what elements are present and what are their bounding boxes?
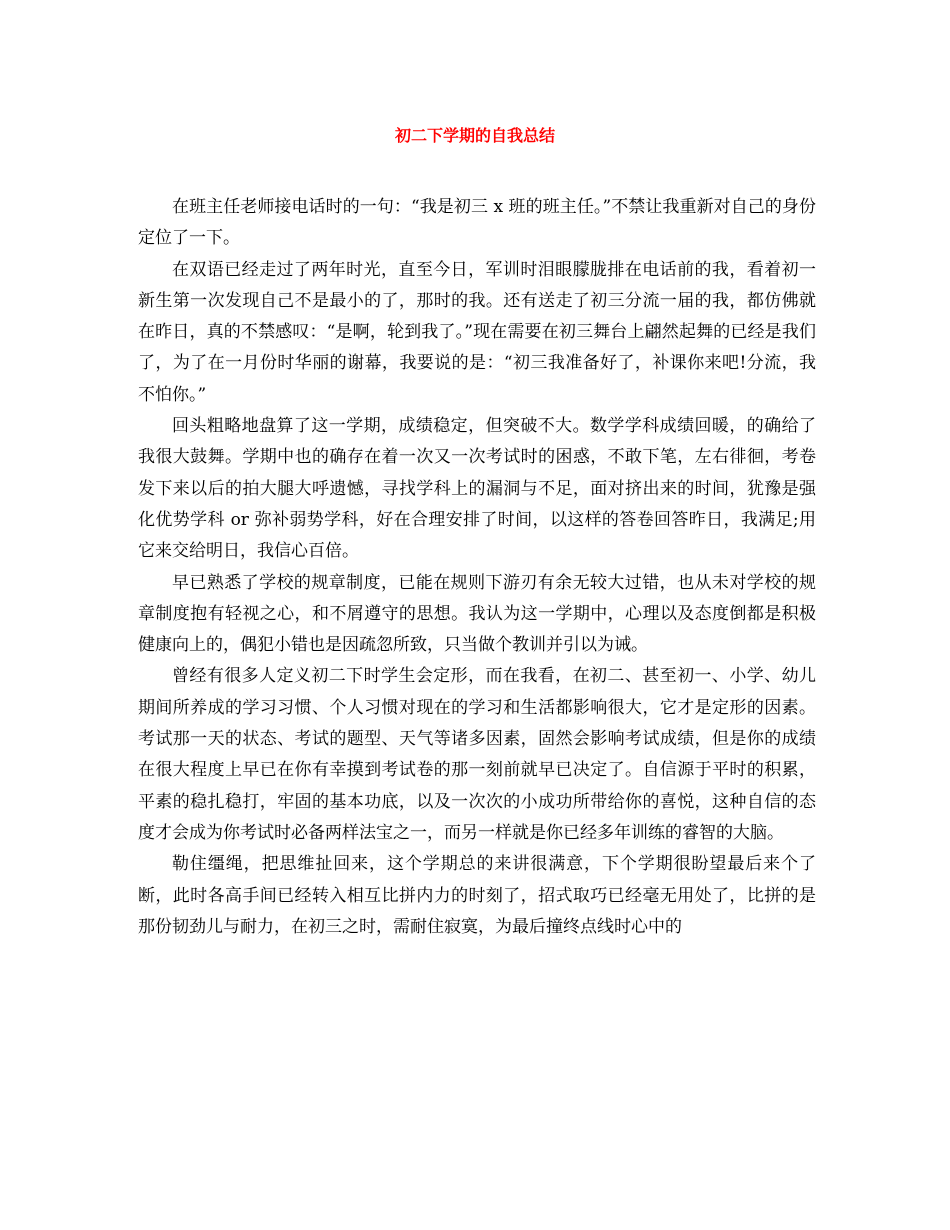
paragraph-3: 回头粗略地盘算了这一学期，成绩稳定，但突破不大。数学学科成绩回暖，的确给了我很大鼓舞。学期中也的确存在着一次又一次考试时的困惑，不敢下笔，左右徘徊，考卷发下来以后的拍大腿大呼遗憾，寻找学科上的漏洞与不足，面对挤出来的时间，犹豫是强化优势学科 or 弥补弱势学科，好在合理安排了时间，以这样的答卷回答昨日，我满足;用它来交给明日，我信心百倍。 — [138, 416, 816, 562]
paragraph-1: 在班主任老师接电话时的一句：“我是初三 x 班的班主任。”不禁让我重新对自己的身份定位了一下。 — [138, 197, 816, 249]
paragraph-2: 在双语已经走过了两年时光，直至今日，军训时泪眼朦胧排在电话前的我，看着初一新生第一次发现自己不是最小的了，那时的我。还有送走了初三分流一届的我，都仿佛就在昨日，真的不禁感叹：“是啊，轮到我了。”现在需要在初三舞台上翩然起舞的已经是我们了，为了在一月份时华丽的谢幕，我要说的是：“初三我准备好了，补课你来吧!分流，我不怕你。” — [138, 259, 816, 405]
paragraph-6: 勒住缰绳，把思维扯回来，这个学期总的来讲很满意，下个学期很盼望最后来个了断，此时各高手间已经转入相互比拼内力的时刻了，招式取巧已经毫无用处了，比拼的是那份韧劲儿与耐力，在初三之时，需耐住寂寞，为最后撞终点线时心中的 — [138, 854, 816, 937]
paragraph-5: 曾经有很多人定义初二下时学生会定形，而在我看，在初二、甚至初一、小学、幼儿期间所养成的学习习惯、个人习惯对现在的学习和生活都影响很大，它才是定形的因素。考试那一天的状态、考试的题型、天气等诸多因素，固然会影响考试成绩，但是你的成绩在很大程度上早已在你有幸摸到考试卷的那一刻前就早已决定了。自信源于平时的积累，平素的稳扎稳打，牢固的基本功底，以及一次次的小成功所带给你的喜悦，这种自信的态度才会成为你考试时必备两样法宝之一，而另一样就是你已经多年训练的睿智的大脑。 — [138, 666, 816, 843]
document-body — [138, 192, 816, 943]
document-title: 初二下学期的自我总结 — [394, 126, 555, 145]
paragraph-4: 早已熟悉了学校的规章制度，已能在规则下游刃有余无较大过错，也从未对学校的规章制度抱有轻视之心，和不屑遵守的思想。我认为这一学期中，心理以及态度倒都是积极健康向上的，偶犯小错也是因疏忽所致，只当做个教训并引以为诫。 — [138, 572, 816, 656]
